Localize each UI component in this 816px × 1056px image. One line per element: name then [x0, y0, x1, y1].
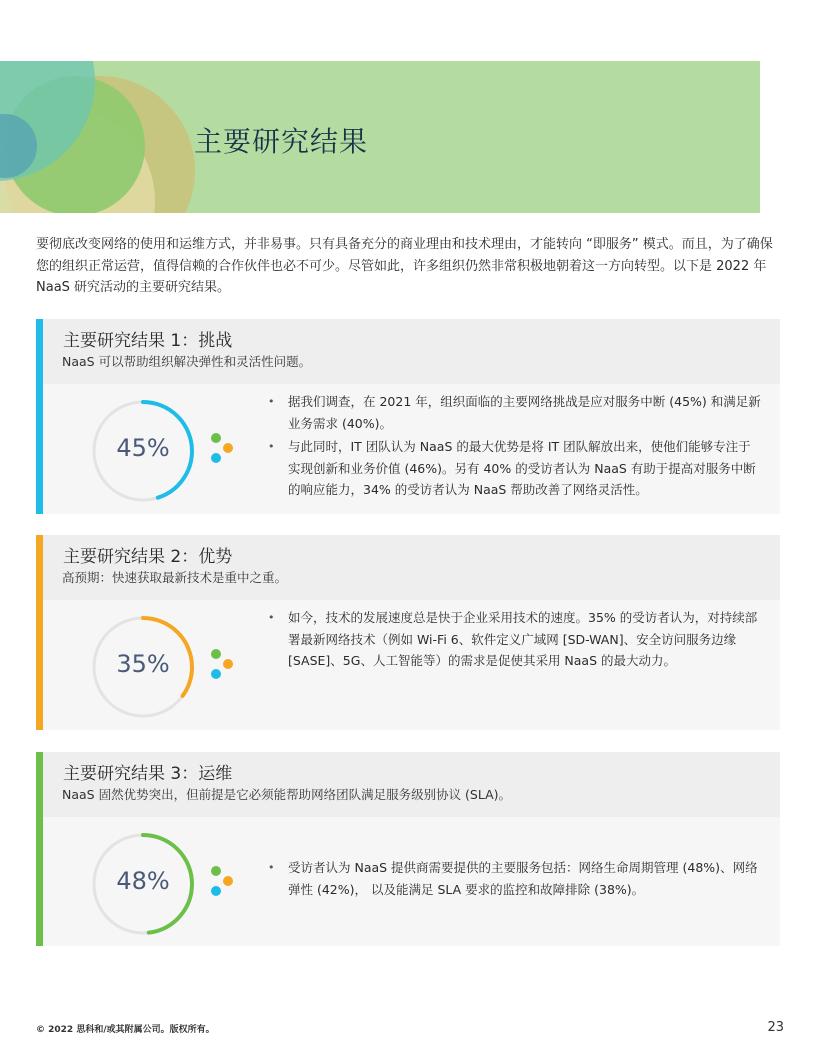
finding-header [43, 752, 780, 817]
finding-card-1 [36, 319, 780, 514]
page-title: 主要研究结果 [194, 125, 369, 158]
finding-subtitle: 高预期：快速获取最新技术是重中之重。 [62, 570, 288, 585]
finding-title: 主要研究结果 1：挑战 [63, 331, 233, 351]
bullet-item: • 如今，技术的发展速度总是快于企业采用技术的速度。35% 的受访者认为，对持续部署最新网络技术（例如 Wi-Fi 6、软件定义广域网 [SD-WAN]、安全访问服务边缘 [SASE]、5G、人工智能等）的需求是促使其采用 NaaS 的最大动力。 [268, 607, 762, 672]
dots-icon [208, 647, 238, 681]
decorative-circles-graphic [0, 61, 200, 213]
dots-icon [208, 431, 238, 465]
percentage-value: 35% [116, 650, 170, 678]
finding-subtitle: NaaS 可以帮助组织解决弹性和灵活性问题。 [62, 354, 312, 369]
finding-header [43, 319, 780, 384]
percentage-value: 45% [116, 434, 170, 462]
accent-bar [36, 752, 43, 946]
percentage-value: 48% [116, 867, 170, 895]
finding-header [43, 535, 780, 600]
finding-title: 主要研究结果 2：优势 [63, 547, 233, 567]
finding-bullets [268, 607, 762, 674]
bullet-item: • 与此同时，IT 团队认为 NaaS 的最大优势是将 IT 团队解放出来，使他们能够专注于实现创新和业务价值 (46%)。另有 40% 的受访者认为 NaaS 有助于提高对服务中断的响应能力，34% 的受访者认为 NaaS 帮助改善了网络灵活性。 [268, 436, 762, 501]
header-banner [0, 61, 760, 213]
finding-bullets [268, 391, 762, 503]
finding-subtitle: NaaS 固然优势突出，但前提是它必须能帮助网络团队满足服务级别协议 (SLA)。 [62, 787, 512, 802]
bullet-item: • 据我们调查，在 2021 年，组织面临的主要网络挑战是应对服务中断 (45%) 和满足新业务需求 (40%)。 [268, 391, 762, 434]
intro-paragraph: 要彻底改变网络的使用和运维方式，并非易事。只有具备充分的商业理由和技术理由，才能转向 “即服务” 模式。而且，为了确保您的组织正常运营，值得信赖的合作伙伴也必不可少。尽管如此，许多组织仍然非常积极地朝着这一方向转型。以下是 2022 年 NaaS 研究活动的主要研究结果。 [36, 237, 773, 295]
finding-body [43, 817, 780, 946]
accent-bar [36, 319, 43, 514]
footer-copyright: © 2022 思科和/或其附属公司。版权所有。 [36, 1025, 215, 1035]
accent-bar [36, 535, 43, 730]
finding-body [43, 384, 780, 514]
finding-title: 主要研究结果 3：运维 [63, 764, 233, 784]
finding-body [43, 600, 780, 730]
dots-icon [208, 864, 238, 898]
finding-card-2 [36, 535, 780, 730]
finding-bullets [268, 857, 762, 902]
page-number: 23 [767, 1020, 784, 1035]
finding-card-3 [36, 752, 780, 946]
bullet-item: • 受访者认为 NaaS 提供商需要提供的主要服务包括：网络生命周期管理 (48%)、网络弹性 (42%)， 以及能满足 SLA 要求的监控和故障排除 (38%)。 [268, 857, 762, 900]
